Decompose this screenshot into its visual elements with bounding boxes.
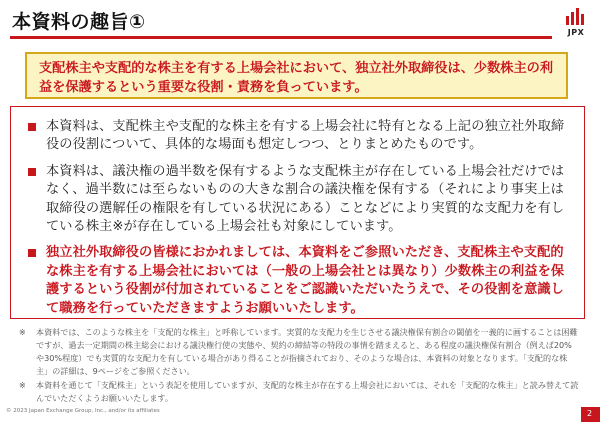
bullet-item	[28, 118, 566, 155]
copyright-footer: © 2023 Japan Exchange Group, Inc., and/or its affiliates	[6, 408, 160, 414]
jpx-logo-icon	[566, 8, 586, 25]
key-message-callout: 支配株主や支配的な株主を有する上場会社において、独立社外取締役は、少数株主の利益を保護するという重要な役割・責務を負っています。	[25, 52, 568, 99]
slide-title: 本資料の趣旨①	[12, 11, 146, 33]
bullet-text: 本資料は、支配株主や支配的な株主を有する上場会社に特有となる上記の独立社外取締役の役割について、具体的な場面も想定しつつ、とりまとめたものです。	[46, 119, 565, 153]
bullet-item-emphasis	[28, 244, 566, 318]
page-number: 2	[586, 409, 593, 418]
footnote-text: 本資料を通じて「支配株主」という表記を使用していますが、支配的な株主が存在する上場会社においては、それを「支配的な株主」と読み替えて読んでいただくようお願いいたします。	[36, 380, 579, 403]
bullet-text: 独立社外取締役の皆様におかれましては、本資料をご参照いただき、支配株主や支配的な株主を有する上場会社においては（一般の上場会社とは異なり）少数株主の利益を保護するという役割が付加されていることをご認識いただいたうえで、その役割を意識して職務を行っていただきますようお願いいたします。	[46, 245, 565, 316]
bullet-item	[28, 163, 566, 237]
bullet-square-icon	[28, 249, 36, 257]
jpx-logo-text: JPX	[567, 28, 585, 37]
page-number-tab	[581, 407, 600, 422]
bullet-text: 本資料は、議決権の過半数を保有するような支配株主が存在している上場会社だけではなく、過半数には至らないものの大きな割合の議決権を保有する（それにより事実上は取締役の選解任の権限を有している状況にある）ことなどにより実質的な支配力を有している株主※が存在している上場会社も対象にしています。	[46, 163, 565, 235]
footnote-text: 本資料では、このような株主を「支配的な株主」と呼称しています。実質的な支配力を生じさせる議決権保有割合の閾値を一義的に画することは困難ですが、過去一定期間の株主総会における議決権行使の実態や、契約の締結等の特段の事情を踏まえると、ある程度の議決権保有割合（例えば20%や30%程度）でも実質的な支配力を有している場合があり得ることが指摘されており、そのような場合は、本資料の対象となります。「支配的な株主」の詳細は、9ページをご参照ください。	[36, 327, 578, 376]
main-content-box	[10, 106, 585, 319]
jpx-logo	[563, 8, 589, 42]
bullet-square-icon	[28, 123, 36, 131]
footnotes	[19, 326, 579, 406]
bullet-square-icon	[28, 168, 36, 176]
title-divider	[10, 36, 552, 39]
footnote-mark: ※	[19, 327, 26, 337]
footnote	[19, 326, 579, 378]
footnote	[19, 379, 579, 405]
footnote-mark: ※	[19, 380, 26, 390]
